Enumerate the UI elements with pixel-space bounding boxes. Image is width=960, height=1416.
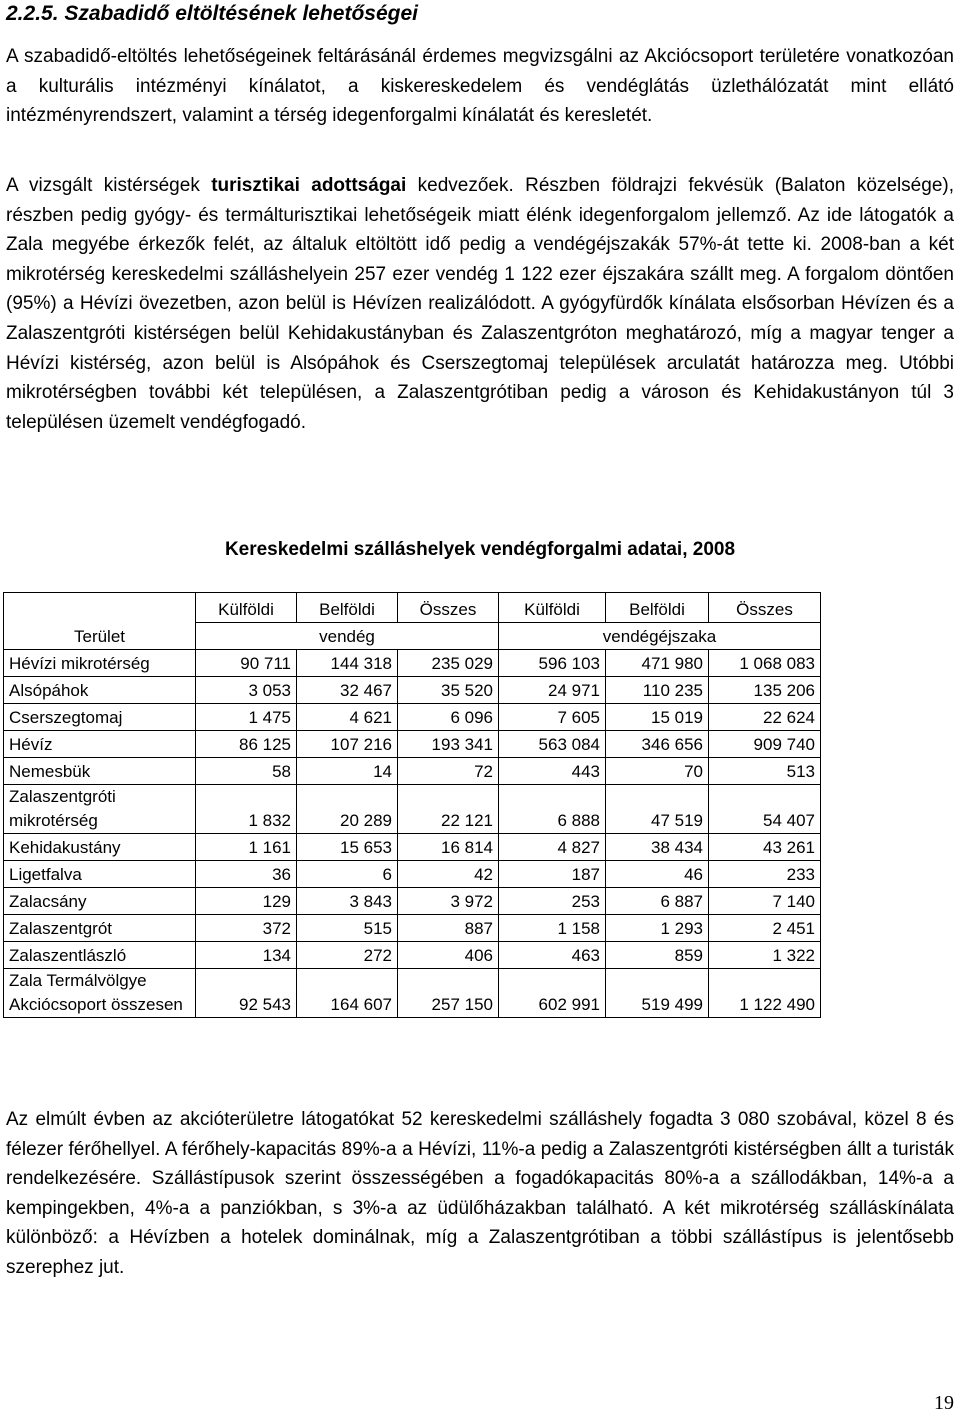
value-cell: 859 <box>606 942 709 969</box>
value-cell: 46 <box>606 861 709 888</box>
value-cell: 38 434 <box>606 834 709 861</box>
value-cell: 471 980 <box>606 650 709 677</box>
tourism-text-bold: turisztikai adottságai <box>211 175 407 196</box>
table-title: Kereskedelmi szálláshelyek vendégforgalmi adatai, 2008 <box>224 539 736 560</box>
value-cell: 110 235 <box>606 677 709 704</box>
table-header-row <box>4 593 821 623</box>
value-cell: 4 621 <box>297 704 398 731</box>
table-row <box>4 942 821 969</box>
value-cell: 3 972 <box>398 888 499 915</box>
col-header-total-guests: Összes <box>398 593 499 623</box>
value-cell: 3 053 <box>196 677 297 704</box>
value-cell: 515 <box>297 915 398 942</box>
value-cell: 596 103 <box>499 650 606 677</box>
value-cell: 406 <box>398 942 499 969</box>
group-header-nights: vendégéjszaka <box>499 623 821 650</box>
value-cell: 519 499 <box>606 969 709 1018</box>
value-cell: 70 <box>606 758 709 785</box>
value-cell: 1 122 490 <box>709 969 821 1018</box>
area-cell: Ligetfalva <box>4 861 196 888</box>
tourism-paragraph <box>6 171 954 437</box>
table-row <box>4 731 821 758</box>
area-cell: Zalaszentlászló <box>4 942 196 969</box>
value-cell: 463 <box>499 942 606 969</box>
value-cell: 20 289 <box>297 785 398 834</box>
value-cell: 7 605 <box>499 704 606 731</box>
col-header-foreign-nights: Külföldi <box>499 593 606 623</box>
col-header-domestic-nights: Belföldi <box>606 593 709 623</box>
value-cell: 6 888 <box>499 785 606 834</box>
value-cell: 164 607 <box>297 969 398 1018</box>
value-cell: 54 407 <box>709 785 821 834</box>
table-row <box>4 969 821 1018</box>
value-cell: 513 <box>709 758 821 785</box>
value-cell: 272 <box>297 942 398 969</box>
value-cell: 86 125 <box>196 731 297 758</box>
table-row <box>4 888 821 915</box>
value-cell: 372 <box>196 915 297 942</box>
value-cell: 4 827 <box>499 834 606 861</box>
value-cell: 2 451 <box>709 915 821 942</box>
value-cell: 144 318 <box>297 650 398 677</box>
value-cell: 24 971 <box>499 677 606 704</box>
table-body <box>4 650 821 1018</box>
value-cell: 909 740 <box>709 731 821 758</box>
table-row <box>4 834 821 861</box>
tourism-text-lead: A vizsgált kistérségek <box>6 175 212 196</box>
area-cell: Zala Termálvölgye Akciócsoport összesen <box>4 969 196 1018</box>
value-cell: 1 161 <box>196 834 297 861</box>
value-cell: 1 475 <box>196 704 297 731</box>
table-row <box>4 704 821 731</box>
intro-paragraph <box>6 42 954 131</box>
value-cell: 887 <box>398 915 499 942</box>
table-row <box>4 915 821 942</box>
value-cell: 187 <box>499 861 606 888</box>
value-cell: 47 519 <box>606 785 709 834</box>
table-group-header-row <box>4 623 821 650</box>
value-cell: 3 843 <box>297 888 398 915</box>
area-cell: Cserszegtomaj <box>4 704 196 731</box>
value-cell: 233 <box>709 861 821 888</box>
value-cell: 563 084 <box>499 731 606 758</box>
value-cell: 7 140 <box>709 888 821 915</box>
value-cell: 1 293 <box>606 915 709 942</box>
group-header-guests: vendég <box>196 623 499 650</box>
value-cell: 1 068 083 <box>709 650 821 677</box>
page-number: 19 <box>934 1392 954 1414</box>
capacity-paragraph-text: Az elmúlt évben az akcióterületre látogatókat 52 kereskedelmi szálláshely fogadta 3 080 szobával, közel 8 és félezer férőhellyel. A férőhely-kapacitás 89%-a a Hévízi, 11%-a pedig a Zalaszentgróti kistérségben állt a turisták rendelkezésére. Szállástípusok szerint összességében a fogadókapacitás 80%-a a szállodákban, 14%-a a kempingekben, 4%-a a panziókban, s 3%-a az üdülőházakban található. A két mikrotérség szálláskínálata különböző: a Hévízben a hotelek dominálnak, míg a Zalaszentgrótiban a többi szállástípus is jelentősebb szerephez jut. <box>6 1109 954 1278</box>
area-cell: Hévíz <box>4 731 196 758</box>
value-cell: 58 <box>196 758 297 785</box>
value-cell: 92 543 <box>196 969 297 1018</box>
value-cell: 15 653 <box>297 834 398 861</box>
tourism-text-rest: kedvezőek. Részben földrajzi fekvésük (Balaton közelsége), részben pedig gyógy- és termálturisztikai lehetőségeik miatt élénk idegenforgalom jellemző. Az ide látogatók a Zala megyébe érkezők felét, az általuk eltöltött idő pedig a vendégéjszakák 57%-át tette ki. 2008-ban a két mikrotérség kereskedelmi szálláshelyein 257 ezer vendég 1 122 ezer éjszakára szállt meg. A forgalom döntően (95%) a Hévízi övezetben, azon belül is Hévízen realizálódott. A gyógyfürdők kínálata elsősorban Hévízen és a Zalaszentgróti kistérségen belül Kehidakustányban és Zalaszentgróton meghatározó, míg a magyar tenger a Hévízi kistérség, azon belül is Alsópáhok és Cserszegtomaj települések arculatát határozza meg. Utóbbi mikrotérségben további két településen, a Zalaszentgrótiban pedig a városon és Kehidakustányon túl 3 településen üzemelt vendégfogadó. <box>6 175 954 433</box>
value-cell: 253 <box>499 888 606 915</box>
table-row <box>4 758 821 785</box>
col-header-domestic-guests: Belföldi <box>297 593 398 623</box>
area-cell: Zalaszentgróti mikrotérség <box>4 785 196 834</box>
value-cell: 36 <box>196 861 297 888</box>
area-header: Terület <box>4 623 196 650</box>
area-cell: Kehidakustány <box>4 834 196 861</box>
area-cell: Alsópáhok <box>4 677 196 704</box>
table-row <box>4 785 821 834</box>
tourism-paragraph-text <box>6 171 954 437</box>
area-cell: Zalacsány <box>4 888 196 915</box>
value-cell: 35 520 <box>398 677 499 704</box>
value-cell: 6 096 <box>398 704 499 731</box>
value-cell: 15 019 <box>606 704 709 731</box>
table-row <box>4 861 821 888</box>
value-cell: 1 322 <box>709 942 821 969</box>
value-cell: 134 <box>196 942 297 969</box>
value-cell: 129 <box>196 888 297 915</box>
value-cell: 443 <box>499 758 606 785</box>
area-header-top <box>4 593 196 623</box>
capacity-paragraph <box>6 1105 954 1283</box>
value-cell: 43 261 <box>709 834 821 861</box>
value-cell: 6 887 <box>606 888 709 915</box>
col-header-foreign-guests: Külföldi <box>196 593 297 623</box>
value-cell: 32 467 <box>297 677 398 704</box>
value-cell: 22 121 <box>398 785 499 834</box>
value-cell: 6 <box>297 861 398 888</box>
value-cell: 107 216 <box>297 731 398 758</box>
value-cell: 72 <box>398 758 499 785</box>
value-cell: 346 656 <box>606 731 709 758</box>
value-cell: 235 029 <box>398 650 499 677</box>
col-header-total-nights: Összes <box>709 593 821 623</box>
value-cell: 257 150 <box>398 969 499 1018</box>
intro-paragraph-text: A szabadidő-eltöltés lehetőségeinek feltárásánál érdemes megvizsgálni az Akciócsoport területére vonatkozóan a kulturális intézményi kínálatot, a kiskereskedelem és vendéglátás üzlethálózatát mint ellátó intézményrendszert, valamint a térség idegenforgalmi kínálatát és keresletét. <box>6 46 954 127</box>
value-cell: 90 711 <box>196 650 297 677</box>
accommodation-table <box>3 592 821 1018</box>
area-cell: Hévízi mikrotérség <box>4 650 196 677</box>
table-row <box>4 677 821 704</box>
area-cell: Nemesbük <box>4 758 196 785</box>
value-cell: 1 832 <box>196 785 297 834</box>
value-cell: 16 814 <box>398 834 499 861</box>
table-row <box>4 650 821 677</box>
value-cell: 22 624 <box>709 704 821 731</box>
area-cell: Zalaszentgrót <box>4 915 196 942</box>
value-cell: 1 158 <box>499 915 606 942</box>
section-heading: 2.2.5. Szabadidő eltöltésének lehetőségei <box>6 2 418 25</box>
value-cell: 135 206 <box>709 677 821 704</box>
value-cell: 602 991 <box>499 969 606 1018</box>
value-cell: 14 <box>297 758 398 785</box>
value-cell: 42 <box>398 861 499 888</box>
value-cell: 193 341 <box>398 731 499 758</box>
